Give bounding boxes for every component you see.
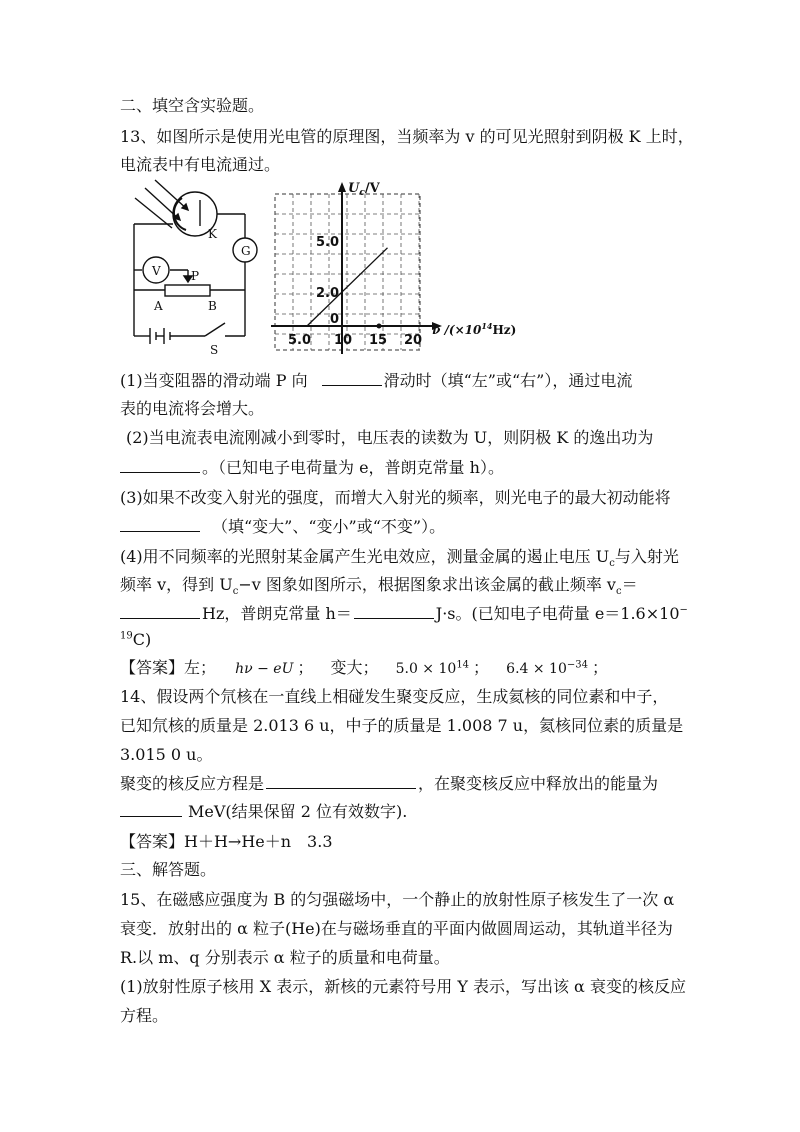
q14-stem-line5: [120, 800, 407, 824]
q13-part4-line3: [120, 602, 688, 626]
q13-p1-blank[interactable]: [322, 369, 382, 386]
q13-p4-sub-b2: c: [615, 586, 622, 598]
q13-answer-5-sep: ；: [591, 658, 608, 677]
q13-p4-sub-a: c: [609, 558, 615, 570]
q14-stem-line3: 3.015 0 u。: [120, 745, 213, 764]
uc-v-chart: [271, 181, 516, 354]
q13-p3-blank[interactable]: [120, 515, 200, 532]
q13-p4-text-c2: J·s。(已知电子电荷量 e＝1.6×10: [435, 604, 680, 623]
q14-text-b: ，在聚变核反应中释放出的能量为: [418, 774, 659, 793]
q15-stem-line4: (1)放射性原子核用 X 表示，新核的元素符号用 Y 表示，写出该 α 衰变的核反应: [120, 977, 686, 996]
q13-part1-line2: 表的电流将会增大。: [120, 399, 265, 418]
q14-answer: [120, 830, 333, 854]
q14-stem-line2: 已知氘核的质量是 2.013 6 u，中子的质量是 1.008 7 u，氦核同位素的质量是: [120, 716, 684, 735]
q14-stem-line4: [120, 772, 658, 796]
q13-answer-4-sup: 14: [456, 659, 470, 671]
q13-answer-1: 左；: [184, 658, 217, 677]
q13-answer-4-sep: ；: [473, 658, 490, 677]
q13-answer-5-sup: −34: [566, 659, 588, 671]
q13-answer-3: 变大；: [330, 658, 379, 677]
q13-part4-line1: [120, 545, 679, 569]
label-b: B: [208, 299, 217, 313]
q13-answer-label: 【答案】: [120, 658, 185, 677]
q13-answer-2-sep: ；: [297, 658, 314, 677]
section-heading-2: 二、填空含实验题。: [120, 96, 265, 115]
q13-stem-line2: 电流表中有电流通过。: [120, 155, 281, 174]
q13-answer-4-base: 5.0 × 10: [395, 661, 457, 677]
q13-answer-4: [396, 661, 469, 677]
q13-part3-line1: (3)如果不改变入射光的强度，而增大入射光的频率，则光电子的最大初动能将: [120, 488, 671, 507]
q13-figure: [120, 178, 540, 358]
q14-answer-text: H＋H→He＋n 3.3: [184, 832, 333, 851]
q13-p4-text-b3: ＝: [621, 575, 638, 594]
x-tick-label: 15: [369, 333, 388, 348]
q14-blank-energy[interactable]: [120, 800, 182, 817]
q13-answer-5-base: 6.4 × 10: [506, 661, 567, 677]
y-tick-label: 0: [330, 312, 340, 327]
q13-p3-text-b: （填“变大”、“变小”或“不变”）。: [212, 517, 446, 536]
label-p: P: [191, 269, 200, 283]
x-tick-label: 20: [404, 333, 423, 348]
q13-p4-sub-b: c: [232, 586, 239, 598]
chart-ticks: [288, 235, 422, 348]
q13-part2-line1: (2)当电流表电流刚减小到零时，电压表的读数为 U，则阴极 K 的逸出功为: [126, 428, 654, 447]
q13-p4-text-d: C): [132, 630, 152, 649]
q13-p4-text-c1: Hz，普朗克常量 h＝: [202, 604, 352, 623]
q13-part4-line4: [120, 628, 151, 652]
y-tick-label: 5.0: [316, 235, 340, 250]
q13-p4-text-b2: −v 图象如图所示，根据图象求出该金属的截止频率 v: [238, 575, 616, 594]
x-tick-label: 10: [334, 333, 353, 348]
q13-p4-text-a: (4)用不同频率的光照射某金属产生光电效应，测量金属的遏止电压 U: [120, 547, 610, 566]
q13-p2-text-b: 。（已知电子电荷量为 e，普朗克常量 h）。: [202, 458, 504, 477]
q14-text-a: 聚变的核反应方程是: [120, 774, 265, 793]
q13-p2-blank[interactable]: [120, 456, 200, 473]
y-axis-label: $U_c/V$: [348, 181, 380, 198]
q13-p4-sup-c: −: [679, 604, 688, 616]
q13-p1-text-b: 滑动时（填“左”或“右”），通过电流: [383, 371, 633, 390]
label-v: V: [152, 264, 161, 278]
tick-dot-15: [377, 324, 382, 329]
x-tick-label: 5.0: [288, 333, 312, 348]
q13-answer: [120, 656, 608, 681]
q15-stem-line2: 衰变．放射出的 α 粒子(He)在与磁场垂直的平面内做圆周运动，其轨道半径为: [120, 919, 673, 938]
q13-p4-text-a-end: 与入射光: [614, 547, 679, 566]
q13-p4-text-b1: 频率 v，得到 U: [120, 575, 233, 594]
rheostat: [165, 285, 210, 296]
circuit-diagram: [134, 180, 257, 344]
q13-answer-2: hν − eU: [235, 661, 294, 677]
q15-stem-line3: R.以 m、q 分别表示 α 粒子的质量和电荷量。: [120, 948, 450, 967]
q13-stem-line1: 13、如图所示是使用光电管的原理图，当频率为 v 的可见光照射到阴极 K 上时，: [120, 127, 694, 146]
q13-p4-sup-d: 19: [120, 630, 133, 642]
q13-p4-blank-h[interactable]: [354, 602, 434, 619]
q13-p1-text-a: (1)当变阻器的滑动端 P 向: [120, 371, 308, 390]
q13-part3-line2: [120, 515, 445, 539]
q14-stem-line1: 14、假设两个氘核在一直线上相碰发生聚变反应，生成氦核的同位素和中子，: [120, 687, 669, 706]
q15-stem-line5: 方程。: [120, 1006, 169, 1025]
q14-blank-equation[interactable]: [266, 772, 416, 789]
y-axis-arrow: [338, 182, 346, 192]
q13-part2-line2: [120, 456, 504, 480]
q14-text-c: MeV(结果保留 2 位有效数字).: [188, 802, 408, 821]
q14-answer-label: 【答案】: [120, 832, 185, 851]
label-g: G: [241, 244, 251, 258]
x-axis-label: ν $/(\times 10^{14}Hz)$: [432, 321, 517, 337]
q15-stem-line1: 15、在磁感应强度为 B 的匀强磁场中，一个静止的放射性原子核发生了一次 α: [120, 890, 675, 909]
q13-part4-line2: [120, 573, 638, 597]
label-a: A: [154, 299, 163, 313]
chart-axes: [271, 182, 442, 354]
label-s: S: [210, 343, 219, 357]
q13-p4-blank-freq[interactable]: [120, 602, 200, 619]
section-heading-3: 三、解答题。: [120, 860, 217, 879]
q13-part1-line1: [120, 369, 632, 393]
q13-answer-5: [506, 661, 588, 677]
switch-s: [205, 323, 225, 336]
label-k: K: [208, 227, 217, 241]
y-tick-label: 2.0: [316, 286, 340, 301]
